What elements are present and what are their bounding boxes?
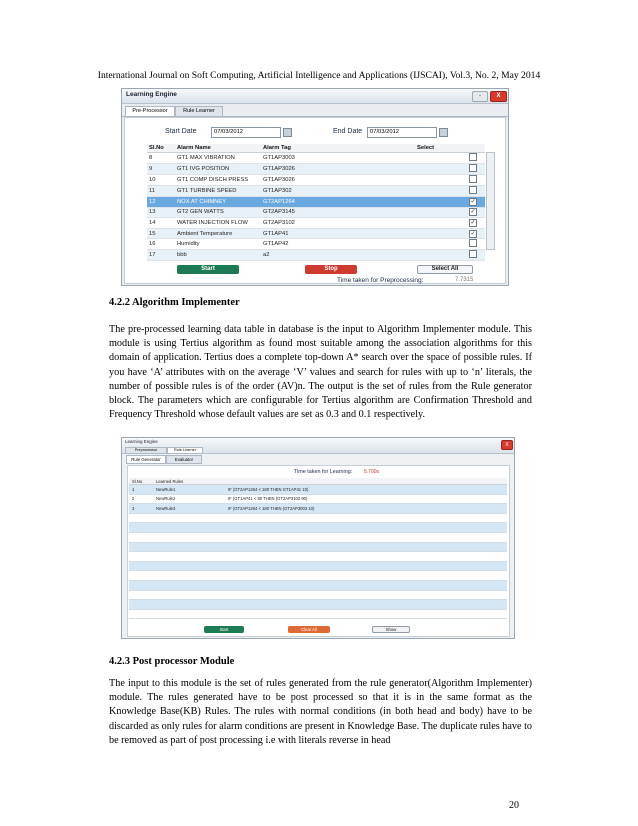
empty-row (129, 513, 507, 523)
table-row[interactable] (147, 239, 485, 250)
row-number: 11 (147, 186, 175, 197)
select-checkbox[interactable] (469, 153, 477, 161)
empty-row (129, 552, 507, 562)
rule-text: IF (GT2AP1264 < 180 THEN GT1AP41 10) (225, 485, 507, 495)
alarm-name: GT1 MAX VIBRATION (175, 153, 261, 164)
select-checkbox[interactable]: ✓ (470, 209, 476, 216)
column-header: Alarm Name (175, 144, 261, 153)
preprocessor-panel (124, 117, 506, 284)
select-checkbox[interactable] (469, 186, 477, 194)
stop-button[interactable]: Stop (305, 265, 357, 274)
close-button[interactable]: X (501, 440, 513, 450)
alarm-name: NOX AT CHIMNEY (175, 197, 261, 208)
empty-row (129, 580, 507, 590)
tab-bar (122, 106, 508, 117)
row-number: 15 (147, 228, 175, 239)
window-title: Learning Engine (125, 439, 158, 444)
alarm-tag: a2 (261, 250, 415, 261)
clear-all-button[interactable]: Clear All (288, 626, 330, 633)
alarm-tag: GT1AP3003 (261, 153, 415, 164)
alarm-tag: GT1AP41 (261, 228, 415, 239)
alarm-tag: GT1AP3026 (261, 175, 415, 186)
show-button[interactable]: Show (372, 626, 410, 633)
alarm-tag: GT2AP3102 (261, 218, 415, 229)
alarm-name: Ambient Temperature (175, 228, 261, 239)
row-number: 16 (147, 239, 175, 250)
select-checkbox[interactable] (469, 175, 477, 183)
table-row[interactable] (147, 207, 485, 218)
learned-rules-table (129, 478, 507, 619)
empty-row (129, 523, 507, 533)
empty-row (129, 561, 507, 571)
section-heading-4-2-2: 4.2.2 Algorithm Implementer (109, 297, 240, 308)
running-head: International Journal on Soft Computing, Artificial Intelligence and Applications (IJSCAI), Vol.3, No. 2, May 2014 (97, 70, 541, 81)
column-header: Alarm Tag (261, 144, 415, 153)
end-date-label: End Date (333, 128, 363, 135)
alarm-name: bbb (175, 250, 261, 261)
alarm-tag: GT1AP302 (261, 186, 415, 197)
table-row[interactable] (147, 197, 485, 208)
select-checkbox[interactable]: ✓ (470, 219, 476, 226)
row-number: 13 (147, 207, 175, 218)
table-row[interactable] (147, 164, 485, 175)
table-header (147, 144, 485, 153)
end-date-input[interactable]: 07/03/2012 (367, 127, 437, 138)
section-paragraph-4-2-2: The pre-processed learning data table in database is the input to Algorithm Implementer module. This module is using Tertius algorithm as found most suitable among the association algorithms for this domain of application. Tertius does a complete top-down A* search over the space of possible rules. If you have ‘A’ attributes with on the average ‘V’ values and search for rules with up to ‘n’ literals, the number of possible rules is of the order (AV)n. The output is the set of rules from the Rule generator block. The parameters which are configurable for Tertius algorithm are Confirmation Threshold and Frequency Threshold whose default values are set as 0.3 and 0.1 respectively. (109, 324, 532, 421)
tab-preprocessor[interactable]: Preprocessor (125, 447, 167, 454)
calendar-icon[interactable] (439, 128, 448, 137)
subtab-rule-generator[interactable]: Rule Generator (126, 455, 166, 464)
select-checkbox[interactable] (469, 250, 477, 258)
alarm-name: WATER INJECTION FLOW (175, 218, 261, 229)
rule-text: IF (GT2AP1264 < 180 THEN (GT2AP3003 10) (225, 504, 507, 514)
alarm-tag: GT1AP42 (261, 239, 415, 250)
select-checkbox[interactable]: ✓ (470, 230, 476, 237)
empty-row (129, 609, 507, 619)
row-number: 9 (147, 164, 175, 175)
start-button[interactable]: Start (204, 626, 244, 633)
alarm-table (147, 144, 485, 261)
table-row[interactable] (147, 228, 485, 239)
alarm-tag: GT2AP1264 (261, 197, 415, 208)
alarm-name: GT1 TURBINE SPEED (175, 186, 261, 197)
empty-row (129, 542, 507, 552)
table-row[interactable] (147, 175, 485, 186)
section-heading-4-2-3: 4.2.3 Post processor Module (109, 656, 235, 667)
preprocessing-time-value: 7.7315 (455, 277, 474, 283)
section-paragraph-4-2-3: The input to this module is the set of rules generated from the rule generator(Algorithm Implementer) module. The rules generated have to be post processed so that it is in the same format as the Knowledge Base(KB) Rules. The rules with normal conditions (in both head and body) have to be discarded as only rules for alarm conditions are present in Knowledge Base. The duplicate rules have to be removed as part of post processing i.e with literals reverse in head (109, 678, 532, 746)
select-checkbox[interactable]: ✓ (470, 198, 476, 205)
learning-engine-window (121, 88, 509, 286)
start-button[interactable]: Start (177, 265, 239, 274)
tab-rule-learner[interactable]: Rule Learner (175, 106, 223, 116)
select-checkbox[interactable] (469, 239, 477, 247)
table-row[interactable] (147, 186, 485, 197)
table-row[interactable] (147, 218, 485, 229)
rule-name: NewRule3 (153, 504, 225, 514)
row-number: 2 (129, 494, 153, 504)
subtab-evaluator[interactable]: Evaluator (166, 455, 202, 464)
select-checkbox[interactable] (469, 164, 477, 172)
table-row[interactable] (147, 153, 485, 164)
table-row[interactable] (129, 485, 507, 495)
row-number: 17 (147, 250, 175, 261)
column-header: Learned Rules (153, 478, 225, 485)
row-number: 12 (147, 197, 175, 208)
title-bar (122, 89, 508, 104)
rule-name: NewRule2 (153, 494, 225, 504)
row-number: 1 (129, 485, 153, 495)
window-title: Learning Engine (126, 91, 177, 98)
close-button[interactable]: X (490, 91, 507, 102)
alarm-name: GT2 GEN WATTS (175, 207, 261, 218)
page-number: 20 (509, 800, 519, 811)
learning-engine-window-2 (121, 437, 515, 639)
alarm-tag: GT1AP3026 (261, 164, 415, 175)
table-row[interactable] (147, 250, 485, 261)
table-row[interactable] (129, 494, 507, 504)
column-header: Select (415, 144, 485, 153)
empty-row (129, 590, 507, 600)
rule-text: IF (GT1AP41 < 80 THEN (GT2AP3102 90) (225, 494, 507, 504)
empty-row (129, 600, 507, 610)
rule-name: NewRule1 (153, 485, 225, 495)
start-date-label: Start Date (165, 128, 197, 135)
alarm-name: GT1 IVG POSITION (175, 164, 261, 175)
rule-generator-panel (127, 465, 510, 637)
start-date-input[interactable]: 07/03/2012 (211, 127, 281, 138)
preprocessing-time-label: Time taken for Preprocessing: (337, 277, 424, 284)
select-all-button[interactable]: Select All (417, 265, 473, 274)
minimize-button[interactable]: - (472, 91, 488, 102)
calendar-icon[interactable] (283, 128, 292, 137)
alarm-name: Humidity (175, 239, 261, 250)
column-header: Sl.No (147, 144, 175, 153)
row-number: 10 (147, 175, 175, 186)
row-number: 14 (147, 218, 175, 229)
alarm-tag: GT2AP3145 (261, 207, 415, 218)
tab-preprocessor[interactable]: Pre-Processor (125, 106, 175, 116)
alarm-name: GT1 COMP DISCH PRESS (175, 175, 261, 186)
row-number: 3 (129, 504, 153, 514)
column-header: Sl.No (129, 478, 153, 485)
table-row[interactable] (129, 504, 507, 514)
row-number: 8 (147, 153, 175, 164)
vertical-scrollbar[interactable] (486, 152, 495, 250)
empty-row (129, 532, 507, 542)
tab-rule-learner[interactable]: Rule Learner (167, 447, 203, 454)
empty-row (129, 571, 507, 581)
learning-time-value: 5.700s (364, 469, 380, 475)
learning-time-label: Time taken for Learning: (294, 469, 353, 475)
